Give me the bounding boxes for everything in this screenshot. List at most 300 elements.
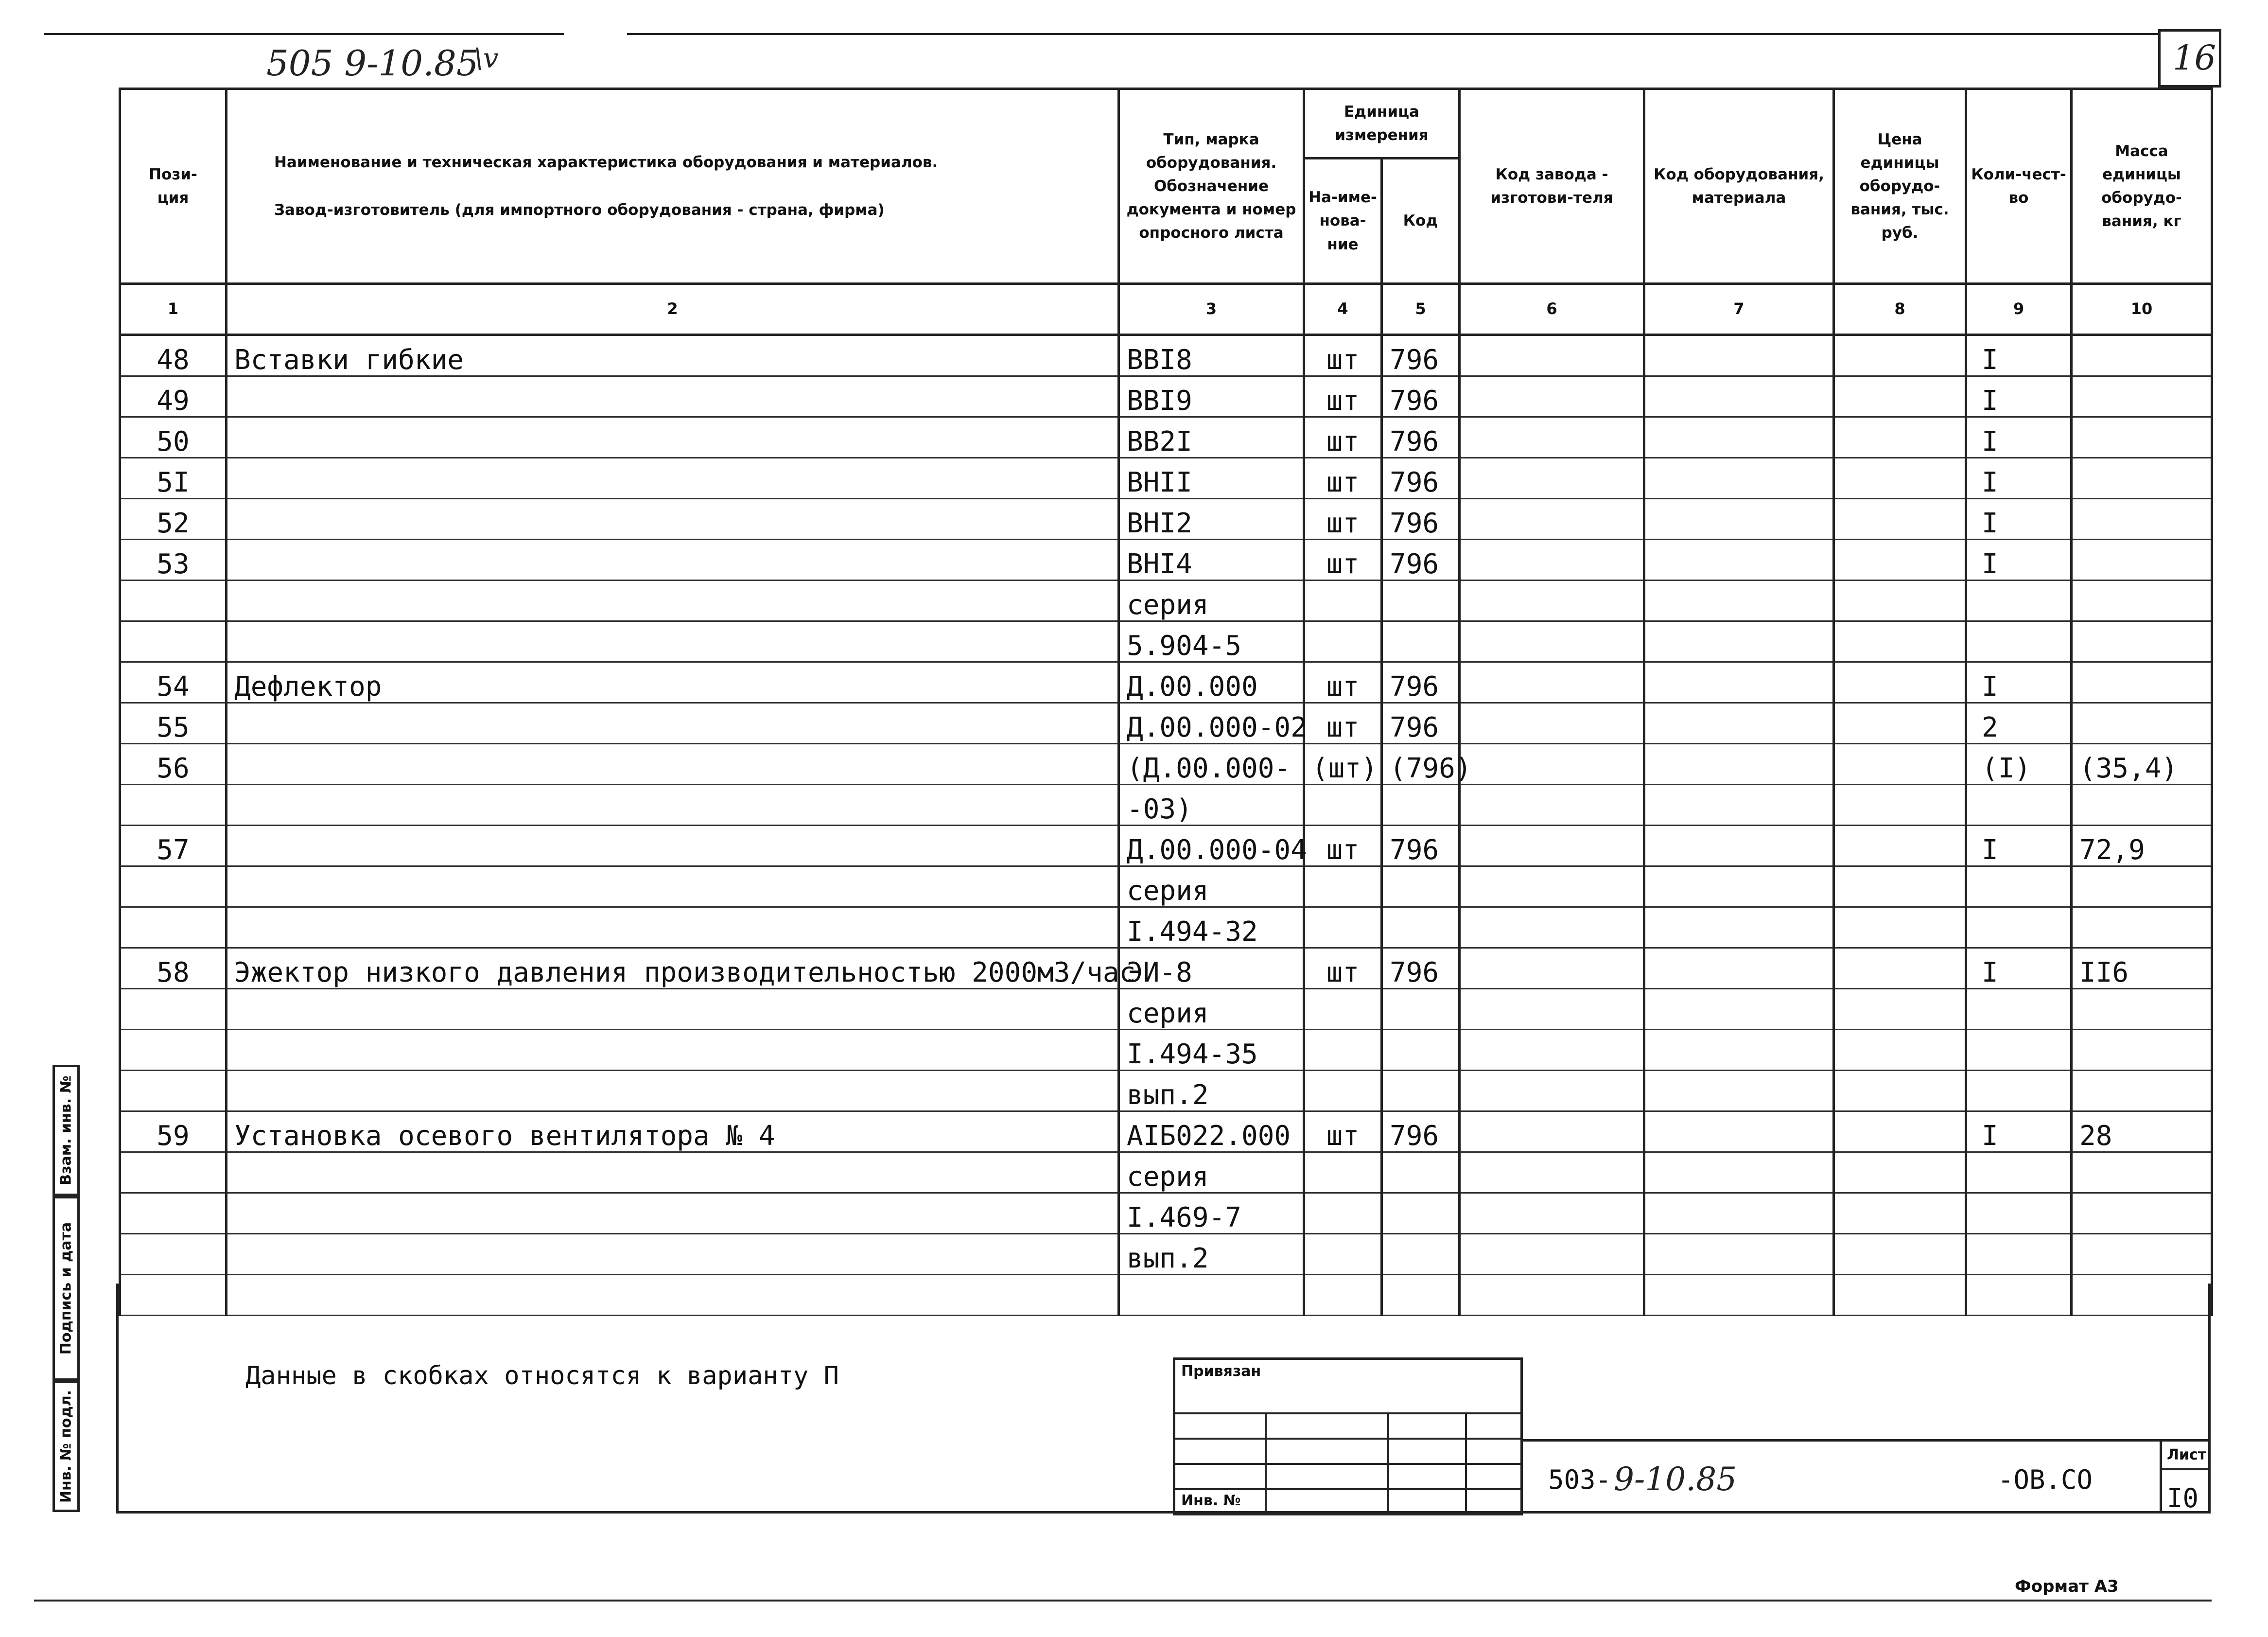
cell-unit-code: 796 xyxy=(1382,376,1460,417)
cell-type-designation: Д.00.000-04 xyxy=(1119,826,1304,866)
cell-position: 58 xyxy=(120,948,227,989)
cell-position: 57 xyxy=(120,826,227,866)
cell-name xyxy=(227,1234,1119,1275)
cell-factory-code xyxy=(1460,1275,1644,1316)
cell-quantity xyxy=(1966,989,2072,1030)
cell-position: 59 xyxy=(120,1111,227,1152)
cell-equipment-code xyxy=(1644,621,1834,662)
cell-factory-code xyxy=(1460,499,1644,540)
cell-price xyxy=(1834,540,1966,581)
cell-unit-name xyxy=(1304,1152,1382,1193)
cell-type-designation: (Д.00.000- xyxy=(1119,744,1304,785)
cell-name: Дефлектор xyxy=(227,662,1119,703)
cell-quantity: I xyxy=(1966,662,2072,703)
cell-price xyxy=(1834,1111,1966,1152)
cell-quantity: I xyxy=(1966,458,2072,499)
cell-name: Эжектор низкого давления производительностью 2000м3/час xyxy=(227,948,1119,989)
cell-unit-code: 796 xyxy=(1382,458,1460,499)
page-number-handwritten: 16 xyxy=(2173,38,2216,78)
cell-price xyxy=(1834,948,1966,989)
cell-name xyxy=(227,417,1119,458)
cell-price xyxy=(1834,581,1966,621)
cell-name xyxy=(227,785,1119,826)
cell-price xyxy=(1834,1071,1966,1111)
cell-type-designation: ВНI4 xyxy=(1119,540,1304,581)
cell-position: 53 xyxy=(120,540,227,581)
cell-factory-code xyxy=(1460,907,1644,948)
cell-price xyxy=(1834,376,1966,417)
cell-price xyxy=(1834,1152,1966,1193)
cell-name: Вставки гибкие xyxy=(227,335,1119,376)
cell-factory-code xyxy=(1460,540,1644,581)
footnote: Данные в скобках относятся к варианту П xyxy=(245,1361,839,1391)
table-row xyxy=(120,866,2212,907)
cell-factory-code xyxy=(1460,703,1644,744)
header-factory-code: Код завода - изготови-теля xyxy=(1460,89,1644,284)
cell-mass xyxy=(2072,1152,2212,1193)
cell-type-designation xyxy=(1119,1275,1304,1316)
cell-equipment-code xyxy=(1644,948,1834,989)
table-row xyxy=(120,907,2212,948)
table-row xyxy=(120,417,2212,458)
cell-factory-code xyxy=(1460,1071,1644,1111)
format-label: Формат А3 xyxy=(2015,1577,2119,1596)
cell-name xyxy=(227,907,1119,948)
sheet-label: Лист xyxy=(2167,1446,2207,1463)
column-number: 5 xyxy=(1382,284,1460,335)
bottom-frame-right xyxy=(2208,1284,2211,1512)
table-row xyxy=(120,989,2212,1030)
header-name-line1: Наименование и техническая характеристика оборудования и материалов. xyxy=(274,153,938,171)
cell-quantity xyxy=(1966,581,2072,621)
table-row xyxy=(120,1152,2212,1193)
cell-unit-code xyxy=(1382,1071,1460,1111)
header-mass: Масса единицы оборудо-вания, кг xyxy=(2072,89,2212,284)
table-row xyxy=(120,621,2212,662)
cell-unit-code: 796 xyxy=(1382,1111,1460,1152)
cell-price xyxy=(1834,335,1966,376)
cell-unit-code: 796 xyxy=(1382,540,1460,581)
table-row xyxy=(120,1193,2212,1234)
titleblock-sheet-divider xyxy=(2160,1439,2162,1512)
cell-type-designation: -03) xyxy=(1119,785,1304,826)
cell-quantity xyxy=(1966,866,2072,907)
cell-type-designation: серия xyxy=(1119,866,1304,907)
cell-name xyxy=(227,621,1119,662)
cell-type-designation: I.494-35 xyxy=(1119,1030,1304,1071)
table-row xyxy=(120,703,2212,744)
cell-unit-code xyxy=(1382,581,1460,621)
bottom-rule xyxy=(34,1600,2212,1602)
cell-unit-name: шт xyxy=(1304,458,1382,499)
cell-unit-name xyxy=(1304,866,1382,907)
cell-mass xyxy=(2072,540,2212,581)
cell-unit-name: шт xyxy=(1304,1111,1382,1152)
cell-mass xyxy=(2072,581,2212,621)
cell-unit-name: шт xyxy=(1304,499,1382,540)
titleblock-sheet-hdivider xyxy=(2160,1468,2211,1470)
cell-price xyxy=(1834,785,1966,826)
cell-unit-name xyxy=(1304,581,1382,621)
project-number-handwritten: 505 9-10.85 xyxy=(266,43,479,84)
cell-position xyxy=(120,1275,227,1316)
cell-name xyxy=(227,458,1119,499)
header-unit-group: Единица измерения xyxy=(1304,89,1460,158)
cell-type-designation: Д.00.000 xyxy=(1119,662,1304,703)
cell-quantity: I xyxy=(1966,826,2072,866)
cell-quantity: I xyxy=(1966,499,2072,540)
cell-quantity xyxy=(1966,1071,2072,1111)
cell-mass xyxy=(2072,1193,2212,1234)
cell-unit-name xyxy=(1304,1030,1382,1071)
cell-factory-code xyxy=(1460,581,1644,621)
cell-position xyxy=(120,1030,227,1071)
top-rule-right xyxy=(627,33,2158,35)
cell-factory-code xyxy=(1460,1152,1644,1193)
cell-equipment-code xyxy=(1644,1030,1834,1071)
cell-mass xyxy=(2072,621,2212,662)
cell-mass: 28 xyxy=(2072,1111,2212,1152)
cell-unit-name xyxy=(1304,907,1382,948)
cell-position: 55 xyxy=(120,703,227,744)
header-equipment-code: Код оборудования, материала xyxy=(1644,89,1834,284)
cell-mass xyxy=(2072,1030,2212,1071)
cell-price xyxy=(1834,744,1966,785)
bottom-frame-left xyxy=(116,1284,119,1512)
cell-equipment-code xyxy=(1644,826,1834,866)
cell-mass xyxy=(2072,376,2212,417)
table-row xyxy=(120,335,2212,376)
cell-price xyxy=(1834,989,1966,1030)
cell-price xyxy=(1834,1030,1966,1071)
cell-mass: (35,4) xyxy=(2072,744,2212,785)
cell-name xyxy=(227,1152,1119,1193)
cell-unit-code: 796 xyxy=(1382,335,1460,376)
header-type: Тип, марка оборудования. Обозначение документа и номер опросного листа xyxy=(1119,89,1304,284)
cell-equipment-code xyxy=(1644,744,1834,785)
cell-price xyxy=(1834,621,1966,662)
cell-position: 50 xyxy=(120,417,227,458)
cell-unit-code: 796 xyxy=(1382,499,1460,540)
cell-name xyxy=(227,1071,1119,1111)
cell-factory-code xyxy=(1460,458,1644,499)
cell-factory-code xyxy=(1460,866,1644,907)
table-row xyxy=(120,948,2212,989)
cell-unit-code xyxy=(1382,1193,1460,1234)
cell-type-designation: серия xyxy=(1119,581,1304,621)
cell-unit-name: шт xyxy=(1304,376,1382,417)
cell-unit-code xyxy=(1382,989,1460,1030)
document-suffix: -ОВ.СО xyxy=(1998,1464,2093,1495)
cell-equipment-code xyxy=(1644,785,1834,826)
cell-unit-name xyxy=(1304,1234,1382,1275)
cell-name xyxy=(227,1030,1119,1071)
header-price: Цена единицы оборудо-вания, тыс. руб. xyxy=(1834,89,1966,284)
attachment-stamp xyxy=(1173,1357,1523,1515)
cell-equipment-code xyxy=(1644,335,1834,376)
cell-mass xyxy=(2072,662,2212,703)
cell-type-designation: ВНI2 xyxy=(1119,499,1304,540)
cell-unit-code xyxy=(1382,1275,1460,1316)
cell-quantity: I xyxy=(1966,417,2072,458)
cell-type-designation: серия xyxy=(1119,1152,1304,1193)
cell-unit-code: 796 xyxy=(1382,948,1460,989)
cell-unit-code xyxy=(1382,785,1460,826)
cell-type-designation: вып.2 xyxy=(1119,1071,1304,1111)
cell-mass xyxy=(2072,703,2212,744)
cell-name: Установка осевого вентилятора № 4 xyxy=(227,1111,1119,1152)
cell-mass xyxy=(2072,1071,2212,1111)
table-body xyxy=(120,335,2212,1316)
cell-quantity xyxy=(1966,621,2072,662)
cell-type-designation: I.494-32 xyxy=(1119,907,1304,948)
cell-factory-code xyxy=(1460,989,1644,1030)
cell-name xyxy=(227,1275,1119,1316)
cell-mass xyxy=(2072,458,2212,499)
cell-position xyxy=(120,581,227,621)
cell-name xyxy=(227,703,1119,744)
cell-unit-name: (шт) xyxy=(1304,744,1382,785)
table-row xyxy=(120,581,2212,621)
cell-type-designation: ВВI9 xyxy=(1119,376,1304,417)
titleblock-top xyxy=(1523,1439,2211,1442)
column-number: 10 xyxy=(2072,284,2212,335)
cell-unit-code xyxy=(1382,1234,1460,1275)
cell-unit-code xyxy=(1382,907,1460,948)
cell-position xyxy=(120,1152,227,1193)
cell-unit-code: 796 xyxy=(1382,662,1460,703)
cell-equipment-code xyxy=(1644,1193,1834,1234)
cell-price xyxy=(1834,662,1966,703)
column-number: 8 xyxy=(1834,284,1966,335)
cell-price xyxy=(1834,499,1966,540)
table-row xyxy=(120,662,2212,703)
cell-unit-code: 796 xyxy=(1382,417,1460,458)
cell-factory-code xyxy=(1460,1193,1644,1234)
table-row xyxy=(120,1234,2212,1275)
cell-equipment-code xyxy=(1644,458,1834,499)
sidebar-podpis-data: Подпись и дата xyxy=(52,1196,80,1381)
cell-equipment-code xyxy=(1644,581,1834,621)
cell-factory-code xyxy=(1460,1030,1644,1071)
cell-unit-code: 796 xyxy=(1382,703,1460,744)
cell-equipment-code xyxy=(1644,907,1834,948)
cell-equipment-code xyxy=(1644,540,1834,581)
header-row xyxy=(120,89,2212,158)
table-row xyxy=(120,458,2212,499)
cell-mass xyxy=(2072,417,2212,458)
cell-factory-code xyxy=(1460,376,1644,417)
cell-factory-code xyxy=(1460,1234,1644,1275)
cell-equipment-code xyxy=(1644,376,1834,417)
cell-equipment-code xyxy=(1644,1111,1834,1152)
sidebar-vzam-inv: Взам. инв. № xyxy=(52,1065,80,1196)
cell-equipment-code xyxy=(1644,1152,1834,1193)
cell-position xyxy=(120,785,227,826)
table-row xyxy=(120,1111,2212,1152)
cell-quantity xyxy=(1966,1193,2072,1234)
header-name-line2: Завод-изготовитель (для импортного оборудования - страна, фирма) xyxy=(274,201,885,219)
cell-position xyxy=(120,1071,227,1111)
cell-unit-name: шт xyxy=(1304,826,1382,866)
table-row xyxy=(120,540,2212,581)
column-number: 6 xyxy=(1460,284,1644,335)
cell-unit-code: (796) xyxy=(1382,744,1460,785)
cell-type-designation: АIБ022.000 xyxy=(1119,1111,1304,1152)
cell-mass xyxy=(2072,1275,2212,1316)
cell-mass xyxy=(2072,907,2212,948)
cell-unit-code xyxy=(1382,1152,1460,1193)
cell-factory-code xyxy=(1460,1111,1644,1152)
cell-price xyxy=(1834,417,1966,458)
cell-quantity: I xyxy=(1966,376,2072,417)
cell-equipment-code xyxy=(1644,499,1834,540)
cell-position xyxy=(120,907,227,948)
cell-unit-code xyxy=(1382,866,1460,907)
cell-name xyxy=(227,1193,1119,1234)
table-row xyxy=(120,1275,2212,1316)
cell-price xyxy=(1834,1193,1966,1234)
column-number: 4 xyxy=(1304,284,1382,335)
header-unit-code: Код xyxy=(1382,158,1460,284)
header-name xyxy=(227,89,1119,284)
cell-name xyxy=(227,866,1119,907)
cell-factory-code xyxy=(1460,785,1644,826)
cell-type-designation: ВВI8 xyxy=(1119,335,1304,376)
cell-name xyxy=(227,826,1119,866)
cell-quantity xyxy=(1966,785,2072,826)
cell-mass: II6 xyxy=(2072,948,2212,989)
header-unit-name: На-име-нова-ние xyxy=(1304,158,1382,284)
table-row xyxy=(120,1030,2212,1071)
cell-position xyxy=(120,989,227,1030)
cell-quantity: 2 xyxy=(1966,703,2072,744)
cell-type-designation: ЭИ-8 xyxy=(1119,948,1304,989)
sidebar-inv-podl: Инв. № подл. xyxy=(52,1381,80,1512)
cell-mass: 72,9 xyxy=(2072,826,2212,866)
cell-mass xyxy=(2072,866,2212,907)
cell-mass xyxy=(2072,335,2212,376)
cell-unit-name: шт xyxy=(1304,662,1382,703)
table-row xyxy=(120,1071,2212,1111)
cell-position xyxy=(120,866,227,907)
cell-price xyxy=(1834,826,1966,866)
cell-mass xyxy=(2072,1234,2212,1275)
specification-table xyxy=(119,88,2213,1316)
cell-unit-name: шт xyxy=(1304,335,1382,376)
cell-unit-name xyxy=(1304,621,1382,662)
cell-type-designation: вып.2 xyxy=(1119,1234,1304,1275)
cell-position xyxy=(120,1234,227,1275)
cell-equipment-code xyxy=(1644,417,1834,458)
document-code-printed: 503- xyxy=(1548,1464,1612,1495)
cell-type-designation: 5.904-5 xyxy=(1119,621,1304,662)
column-number: 9 xyxy=(1966,284,2072,335)
cell-type-designation: ВВ2I xyxy=(1119,417,1304,458)
column-number: 3 xyxy=(1119,284,1304,335)
cell-unit-name xyxy=(1304,1193,1382,1234)
cell-name xyxy=(227,744,1119,785)
cell-quantity: I xyxy=(1966,948,2072,989)
cell-quantity xyxy=(1966,1234,2072,1275)
cell-price xyxy=(1834,907,1966,948)
cell-price xyxy=(1834,1275,1966,1316)
table-row xyxy=(120,785,2212,826)
cell-price xyxy=(1834,458,1966,499)
cell-unit-code: 796 xyxy=(1382,826,1460,866)
cell-unit-name xyxy=(1304,1275,1382,1316)
cell-unit-name xyxy=(1304,785,1382,826)
cell-name xyxy=(227,376,1119,417)
cell-equipment-code xyxy=(1644,989,1834,1030)
cell-name xyxy=(227,540,1119,581)
cell-equipment-code xyxy=(1644,1275,1834,1316)
cell-factory-code xyxy=(1460,335,1644,376)
cell-equipment-code xyxy=(1644,866,1834,907)
cell-unit-name: шт xyxy=(1304,417,1382,458)
cell-name xyxy=(227,499,1119,540)
cell-quantity xyxy=(1966,1030,2072,1071)
cell-position: 54 xyxy=(120,662,227,703)
column-number: 1 xyxy=(120,284,227,335)
cell-unit-code xyxy=(1382,621,1460,662)
cell-factory-code xyxy=(1460,744,1644,785)
bottom-frame-bottom xyxy=(116,1511,2211,1514)
table-row xyxy=(120,744,2212,785)
cell-price xyxy=(1834,1234,1966,1275)
cell-position xyxy=(120,621,227,662)
cell-quantity: I xyxy=(1966,1111,2072,1152)
cell-position: 48 xyxy=(120,335,227,376)
cell-quantity xyxy=(1966,907,2072,948)
cell-quantity: I xyxy=(1966,335,2072,376)
cell-mass xyxy=(2072,785,2212,826)
column-number-row xyxy=(120,284,2212,335)
stamp-inv-label: Инв. № xyxy=(1181,1492,1241,1509)
table-row xyxy=(120,826,2212,866)
top-rule xyxy=(44,33,564,35)
table-row xyxy=(120,499,2212,540)
cell-type-designation: I.469-7 xyxy=(1119,1193,1304,1234)
cell-position: 49 xyxy=(120,376,227,417)
cell-name xyxy=(227,581,1119,621)
cell-type-designation: серия xyxy=(1119,989,1304,1030)
cell-equipment-code xyxy=(1644,1234,1834,1275)
cell-equipment-code xyxy=(1644,1071,1834,1111)
cell-quantity xyxy=(1966,1152,2072,1193)
cell-factory-code xyxy=(1460,621,1644,662)
project-mark: \v xyxy=(474,43,499,74)
cell-position xyxy=(120,1193,227,1234)
column-number: 7 xyxy=(1644,284,1834,335)
header-quantity: Коли-чест-во xyxy=(1966,89,2072,284)
cell-equipment-code xyxy=(1644,662,1834,703)
cell-price xyxy=(1834,866,1966,907)
cell-price xyxy=(1834,703,1966,744)
table-row xyxy=(120,376,2212,417)
cell-unit-name: шт xyxy=(1304,948,1382,989)
cell-type-designation: ВНII xyxy=(1119,458,1304,499)
column-number: 2 xyxy=(227,284,1119,335)
cell-mass xyxy=(2072,989,2212,1030)
cell-name xyxy=(227,989,1119,1030)
cell-factory-code xyxy=(1460,417,1644,458)
sheet-number: I0 xyxy=(2167,1483,2199,1514)
cell-quantity xyxy=(1966,1275,2072,1316)
cell-factory-code xyxy=(1460,826,1644,866)
cell-position: 56 xyxy=(120,744,227,785)
cell-position: 52 xyxy=(120,499,227,540)
